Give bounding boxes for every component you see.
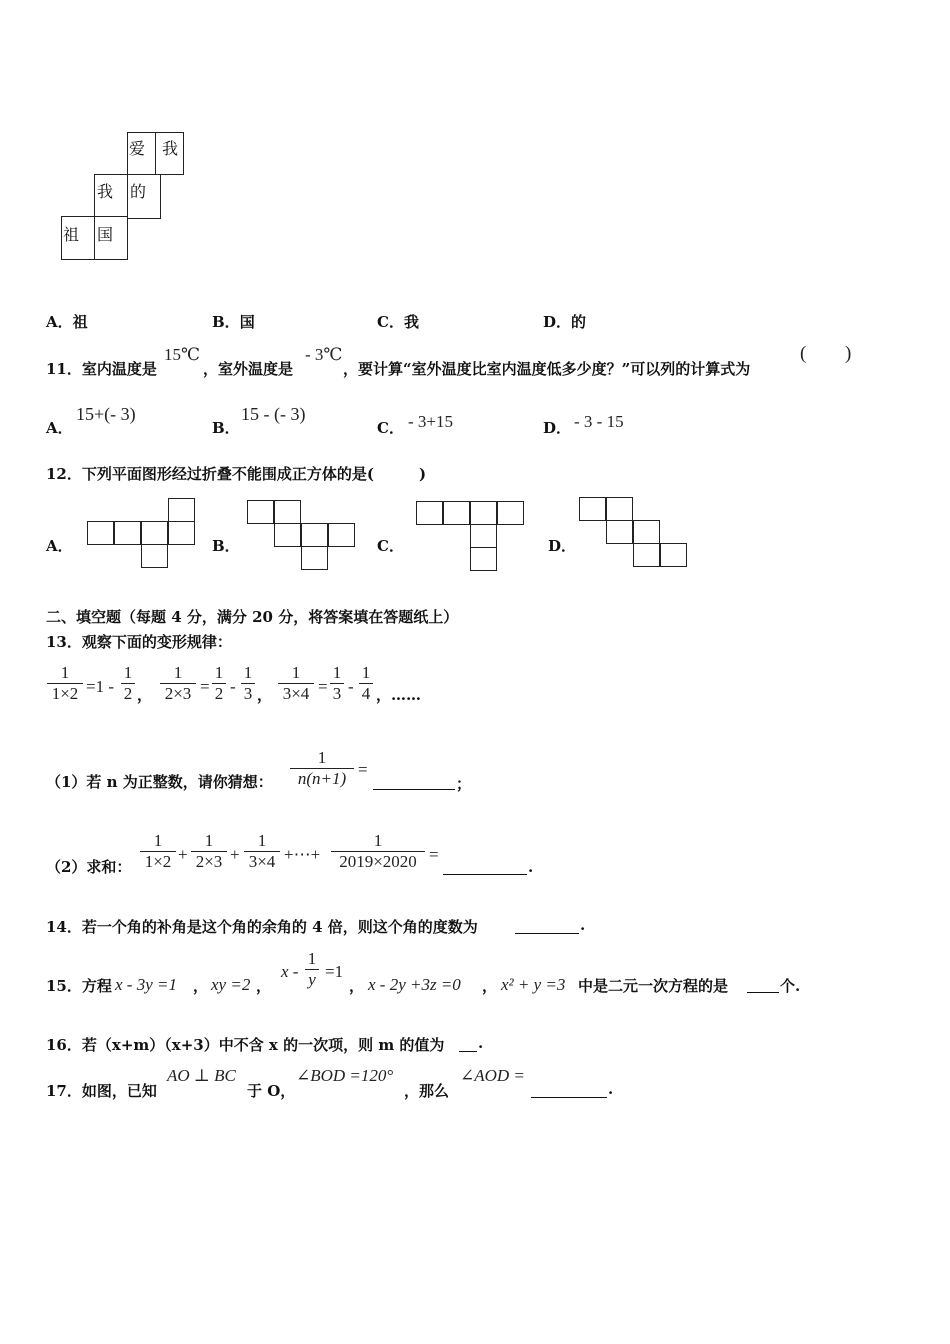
- net-char: 爱: [129, 139, 146, 158]
- net-char: 我: [162, 139, 179, 158]
- q13-eq: =: [318, 677, 328, 696]
- q13-sum-fraction: 1 1×2: [140, 831, 176, 872]
- net-square: [443, 501, 470, 525]
- net-square: [470, 524, 497, 548]
- q17-angle-aod: ∠AOD =: [460, 1066, 525, 1085]
- q11-text-3: ，要计算“室外温度比室内温度低多少度？”可以列的计算式为: [343, 360, 751, 378]
- q12-option-d-label: D．: [548, 537, 577, 555]
- q13-fraction: 1 4: [359, 663, 373, 704]
- q13-part2-answer-blank: [443, 874, 527, 875]
- net-square: [606, 497, 633, 521]
- q15-eq3-left: x -: [281, 962, 299, 981]
- q12-stem: 12．下列平面图形经过折叠不能围成正方体的是( ): [46, 465, 427, 483]
- q14-stem: 14．若一个角的补角是这个角的余角的 4 倍，则这个角的度数为: [46, 918, 478, 936]
- q10-option-b: B．国: [212, 313, 255, 331]
- q13-sum-fraction: 1 2×3: [191, 831, 227, 872]
- q13-part2-label: （2）求和：: [46, 858, 132, 876]
- q17-mid2: ，那么: [404, 1082, 450, 1100]
- q11-text-2: ，室外温度是: [203, 360, 294, 378]
- q10-option-c: C．我: [377, 313, 419, 331]
- q10-option-d: D．的: [543, 313, 587, 331]
- q16-end: .: [478, 1034, 484, 1052]
- q11-option-c-expr: - 3+15: [408, 412, 453, 431]
- q13-ellipsis: ，……: [376, 686, 422, 704]
- q13-fraction: 1 2: [121, 663, 135, 704]
- q17-end: .: [608, 1080, 614, 1098]
- q12-option-a-label: A．: [46, 537, 73, 555]
- net-square: [114, 521, 141, 545]
- q15-post: 中是二元一次方程的是: [578, 977, 729, 995]
- q13-fraction: 1 3×4: [278, 663, 314, 704]
- q15-comma: ，: [482, 977, 498, 995]
- q15-eq1: x - 3y =1: [115, 975, 177, 994]
- net-square: [168, 498, 195, 522]
- net-square: [141, 521, 168, 545]
- q11-stem: 11．室内温度是: [46, 360, 157, 378]
- q13-minus: -: [348, 677, 354, 696]
- q15-eq3-fraction: 1 y: [305, 949, 319, 990]
- q13-sum-plus: +: [230, 845, 240, 864]
- q11-temp-out: - 3℃: [305, 345, 343, 364]
- q12-option-c-label: C．: [377, 537, 404, 555]
- net-char: 的: [130, 182, 147, 201]
- net-square: [141, 544, 168, 568]
- net-square: [301, 523, 328, 547]
- q15-end: 个.: [780, 977, 801, 995]
- section-heading: 二、填空题（每题 4 分，满分 20 分，将答案填在答题纸上）: [46, 608, 459, 626]
- q15-answer-blank: [747, 992, 779, 993]
- q15-comma: ，: [256, 977, 272, 995]
- q13-fraction: 1 3: [330, 663, 344, 704]
- q13-eq: =1 -: [86, 677, 114, 696]
- q11-option-b-label: B．: [212, 419, 240, 437]
- net-square: [301, 546, 328, 570]
- q14-answer-blank: [515, 933, 579, 934]
- net-square: [633, 520, 660, 544]
- q13-sum-fraction: 1 2019×2020: [331, 831, 425, 872]
- q13-part2-eq: =: [429, 845, 439, 864]
- q11-option-a-expr: 15+(- 3): [76, 404, 136, 424]
- net-square: [87, 521, 114, 545]
- net-char: 我: [97, 182, 114, 201]
- q13-part1-label: （1）若 n 为正整数，请你猜想：: [46, 773, 273, 791]
- q13-fraction: 1 2×3: [160, 663, 196, 704]
- q13-eq: =: [200, 677, 210, 696]
- q13-sum-ellipsis: +⋯+: [284, 845, 321, 864]
- net-square: [247, 500, 274, 524]
- net-square: [606, 520, 633, 544]
- q13-comma: ，: [137, 686, 153, 704]
- net-square: [470, 501, 497, 525]
- q15-eq3-right: =1: [325, 962, 344, 981]
- q13-sum-fraction: 1 3×4: [244, 831, 280, 872]
- q13-minus: -: [230, 677, 236, 696]
- q13-fraction: 1 1×2: [47, 663, 83, 704]
- q17-pre: 17．如图，已知: [46, 1082, 157, 1100]
- q10-option-a: A．祖: [46, 313, 88, 331]
- q17-mid1: 于 O，: [247, 1082, 296, 1100]
- q11-paren-left: (: [800, 343, 807, 364]
- q11-temp-in: 15℃: [164, 345, 201, 364]
- net-square: [274, 500, 301, 524]
- q11-option-c-label: C．: [377, 419, 404, 437]
- net-char: 国: [97, 225, 114, 244]
- q17-answer-blank: [531, 1097, 607, 1098]
- q17-perpendicular: AO ⊥ BC: [167, 1066, 236, 1085]
- q14-end: .: [580, 916, 586, 934]
- q13-part2-end: .: [528, 858, 534, 876]
- q12-option-b-label: B．: [212, 537, 240, 555]
- net-char: 祖: [63, 225, 80, 244]
- q15-eq5: x² + y =3: [501, 975, 566, 994]
- q13-title: 13．观察下面的变形规律：: [46, 633, 232, 651]
- net-square: [660, 543, 687, 567]
- net-square: [416, 501, 443, 525]
- net-square: [274, 523, 301, 547]
- q16-answer-blank: [459, 1051, 477, 1052]
- net-square: [497, 501, 524, 525]
- q15-eq2: xy =2: [211, 975, 251, 994]
- net-square: [633, 543, 660, 567]
- q13-comma: ，: [257, 686, 273, 704]
- q13-part1-answer-blank: [373, 789, 455, 790]
- q15-comma: ，: [349, 977, 365, 995]
- net-square: [579, 497, 606, 521]
- q11-option-d-label: D．: [543, 419, 572, 437]
- q17-angle-bod: ∠BOD =120°: [296, 1066, 394, 1085]
- q11-option-b-expr: 15 - (- 3): [241, 404, 306, 424]
- q15-eq4: x - 2y +3z =0: [368, 975, 461, 994]
- q13-part1-end: ；: [456, 775, 472, 793]
- q13-fraction: 1 2: [212, 663, 226, 704]
- q11-option-a-label: A．: [46, 419, 73, 437]
- q13-part1-fraction: 1 n(n+1): [290, 748, 354, 789]
- q16-stem: 16．若（x+m）（x+3）中不含 x 的一次项，则 m 的值为: [46, 1036, 445, 1054]
- net-square: [168, 521, 195, 545]
- q13-sum-plus: +: [178, 845, 188, 864]
- q11-option-d-expr: - 3 - 15: [574, 412, 624, 431]
- net-square: [470, 547, 497, 571]
- q15-comma: ，: [193, 977, 209, 995]
- q15-pre: 15．方程: [46, 977, 112, 995]
- net-square: [328, 523, 355, 547]
- q13-part1-eq: =: [358, 760, 368, 779]
- q13-fraction: 1 3: [241, 663, 255, 704]
- q11-paren-right: ): [845, 343, 852, 364]
